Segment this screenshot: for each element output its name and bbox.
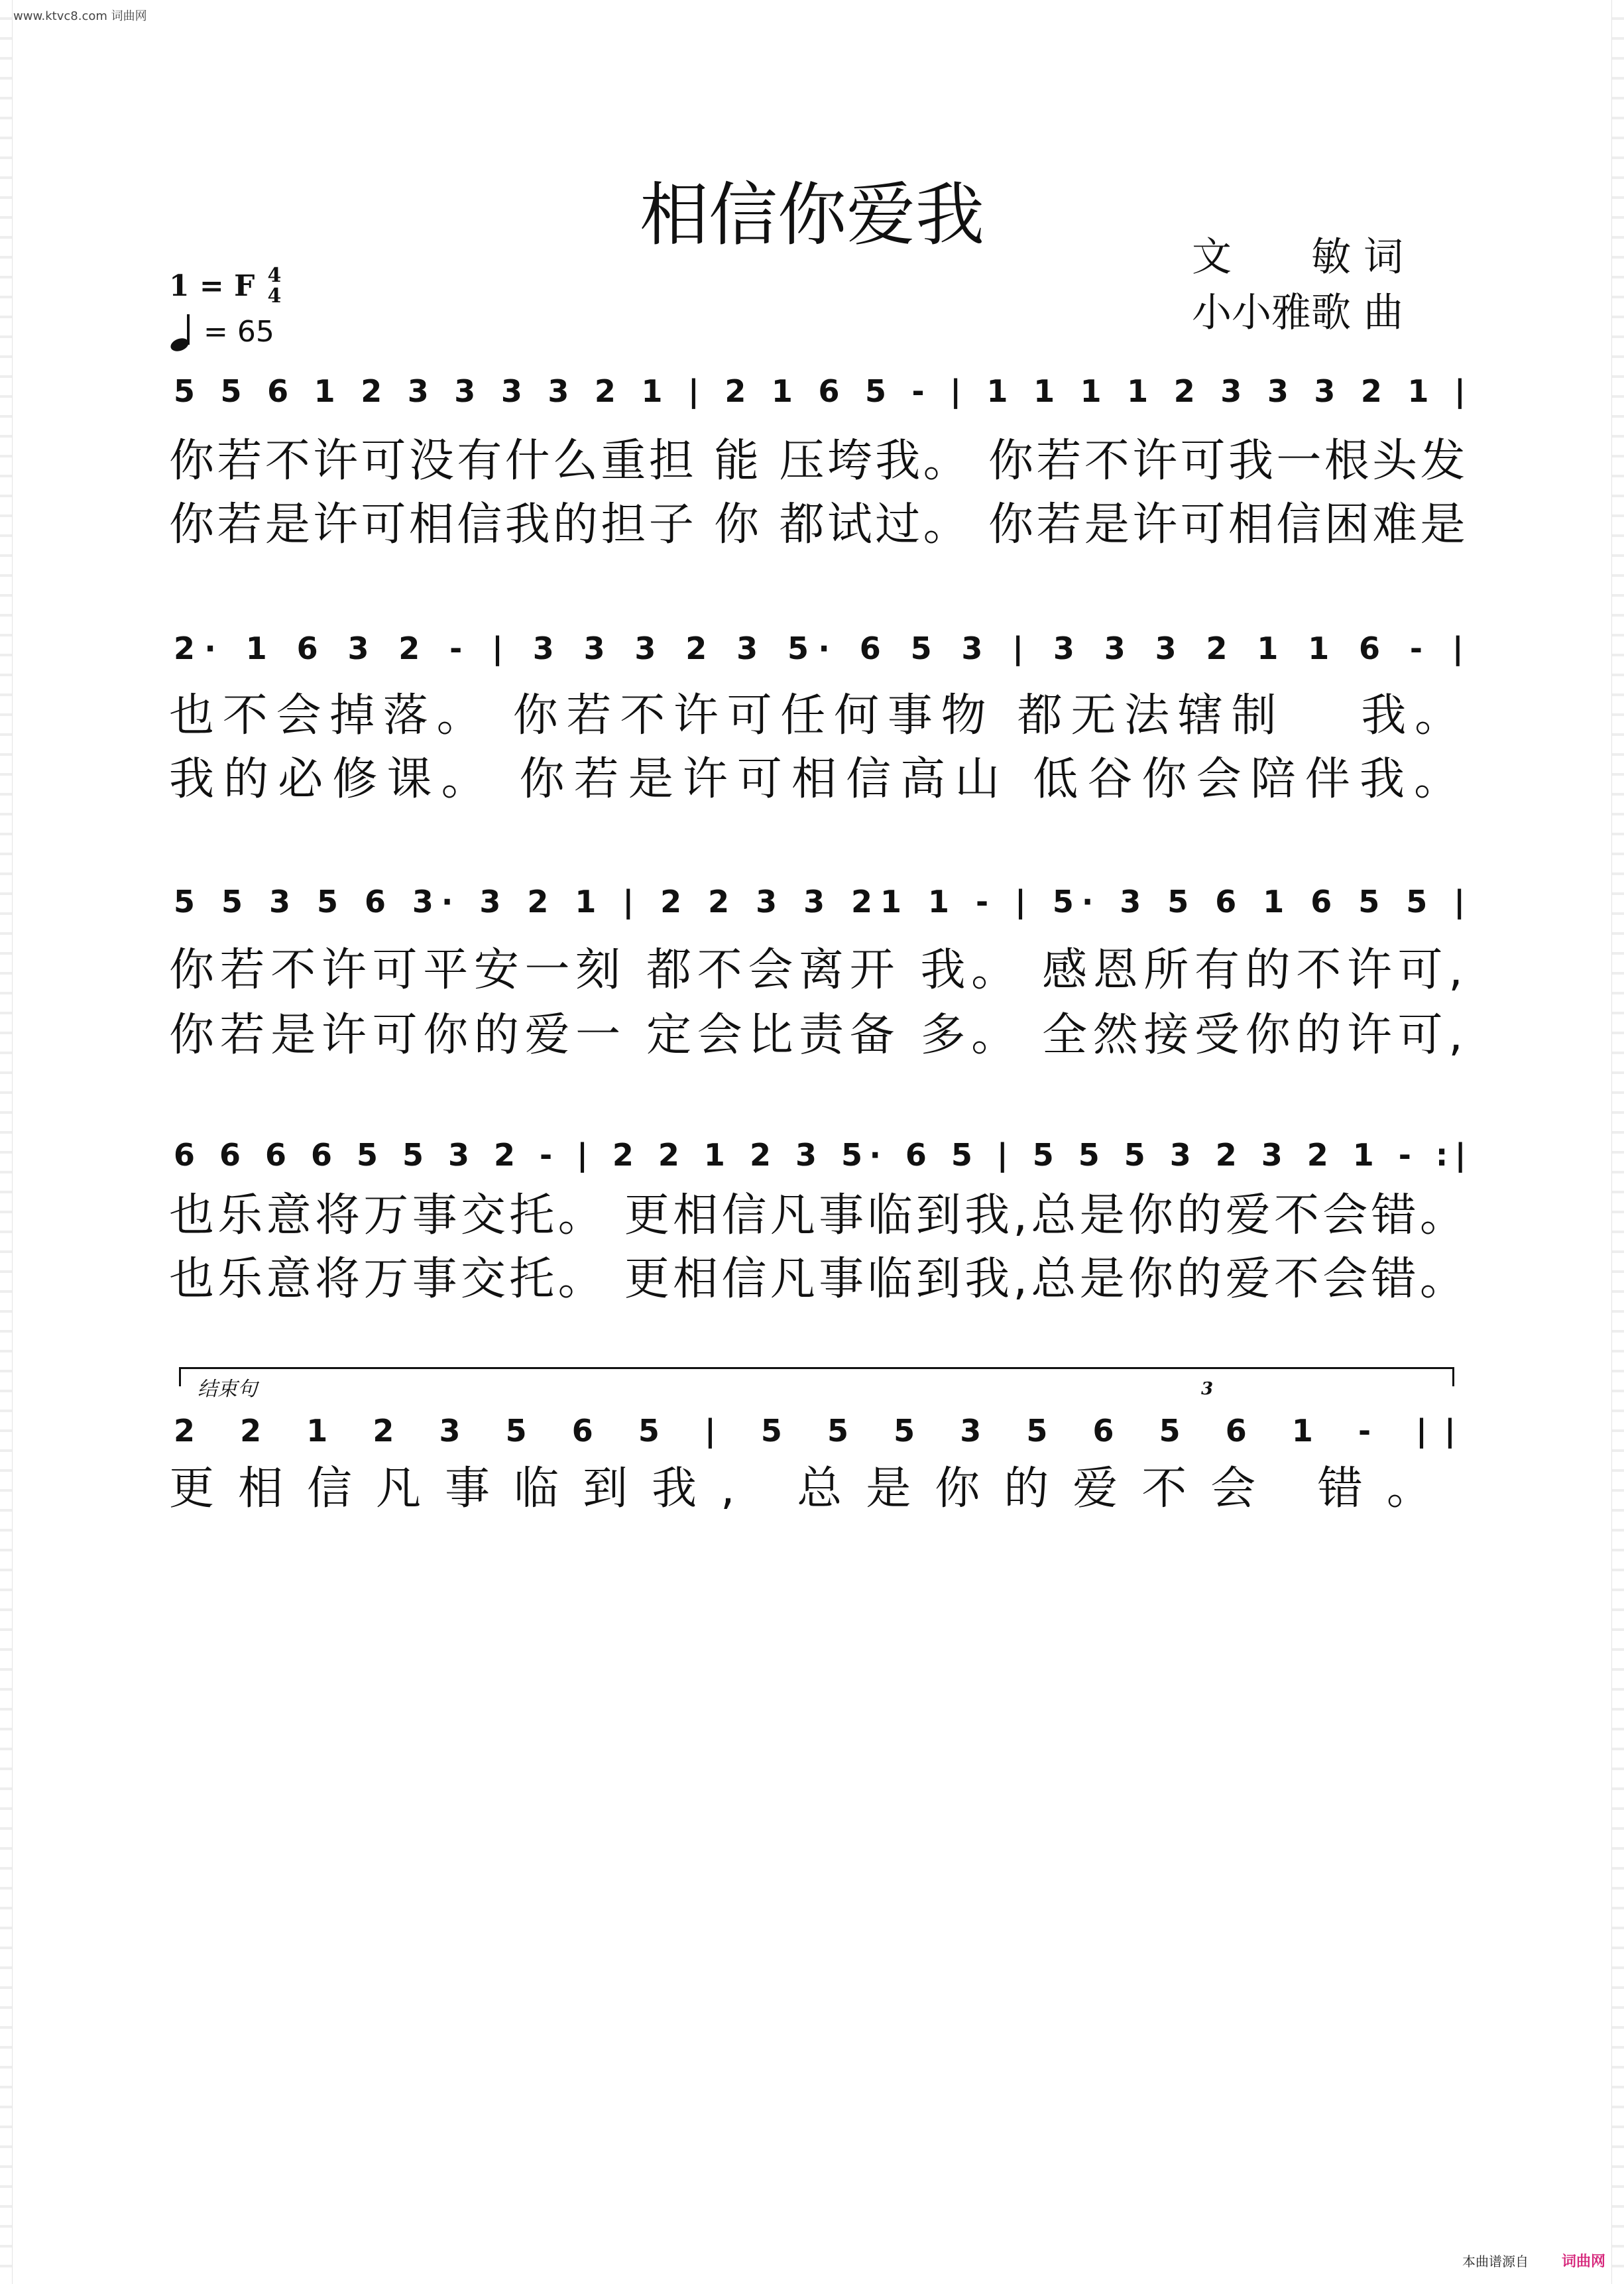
key-signature: 1 = F bbox=[169, 269, 255, 303]
ending-bracket bbox=[179, 1367, 1454, 1386]
lyric-line-3-verse-1: 你若不许可平安一刻 都不会离开 我。 感恩所有的不许可, bbox=[169, 944, 1469, 996]
triplet-mark: 3 bbox=[1201, 1379, 1214, 1399]
time-signature-top: 4 bbox=[267, 264, 282, 287]
lyric-line-2-verse-2: 我的必修课。 你若是许可相信高山 低谷你会陪伴我。 bbox=[169, 753, 1469, 806]
credits bbox=[1192, 229, 1403, 341]
quarter-note-icon bbox=[169, 312, 200, 351]
right-decorative-strip bbox=[1611, 0, 1624, 2284]
notes-line: 2 2 1 2 3 5 6 5 | 5 5 5 3 5 6 5 6 1 - || bbox=[174, 1413, 1473, 1449]
time-signature bbox=[267, 265, 281, 306]
footer-source: 本曲谱源自 bbox=[1462, 2254, 1529, 2269]
lyric-line-1-verse-2: 你若是许可相信我的担子 你 都试过。 你若是许可相信困难是 bbox=[169, 499, 1468, 551]
footer-logo[interactable]: 词曲网 bbox=[1562, 2254, 1606, 2270]
song-title: 相信你爱我 bbox=[639, 174, 984, 255]
left-decorative-strip bbox=[0, 0, 13, 2284]
ending-label: 结束句 bbox=[198, 1378, 257, 1401]
lyric-line-4-verse-1: 也乐意将万事交托。 更相信凡事临到我,总是你的爱不会错。 bbox=[169, 1189, 1469, 1242]
notes-line: 2· 1 6 3 2 - | 3 3 3 2 3 5· 6 5 3 | 3 3 3 2 1 1 6 - | bbox=[174, 631, 1474, 666]
lyricist-credit: 文 敏 词 bbox=[1192, 234, 1404, 280]
tempo-marking bbox=[169, 312, 281, 351]
site-header[interactable]: www.ktvc8.com 词曲网 bbox=[13, 9, 147, 23]
tempo-value: = 65 bbox=[203, 314, 274, 349]
lyric-line-3-verse-2: 你若是许可你的爱一 定会比责备 多。 全然接受你的许可, bbox=[169, 1009, 1469, 1061]
notes-line: 5 5 3 5 6 3· 3 2 1 | 2 2 3 3 21 1 - | 5· 3 5 6 1 6 5 5 | bbox=[174, 884, 1473, 920]
notes-line: 6 6 6 6 5 5 3 2 - | 2 2 1 2 3 5· 6 5 | 5 5 5 3 2 3 2 1 - :| bbox=[174, 1137, 1474, 1173]
composer-credit: 小小雅歌 曲 bbox=[1192, 290, 1404, 336]
lyric-line-ending: 更相信凡事临到我, 总是你的爱不会 错。 bbox=[169, 1463, 1456, 1515]
time-signature-bottom: 4 bbox=[267, 284, 282, 308]
score-meta bbox=[169, 265, 281, 351]
lyric-line-1-verse-1: 你若不许可没有什么重担 能 压垮我。 你若不许可我一根头发 bbox=[169, 435, 1468, 487]
lyric-line-4-verse-2: 也乐意将万事交托。 更相信凡事临到我,总是你的爱不会错。 bbox=[169, 1253, 1469, 1305]
notes-line: 5 5 6 1 2 3 3 3 3 2 1 | 2 1 6 5 - | 1 1 1 1 2 3 3 3 2 1 | bbox=[174, 373, 1474, 409]
lyric-line-2-verse-1: 也不会掉落。 你若不许可任何事物 都无法辖制 我。 bbox=[169, 690, 1468, 742]
